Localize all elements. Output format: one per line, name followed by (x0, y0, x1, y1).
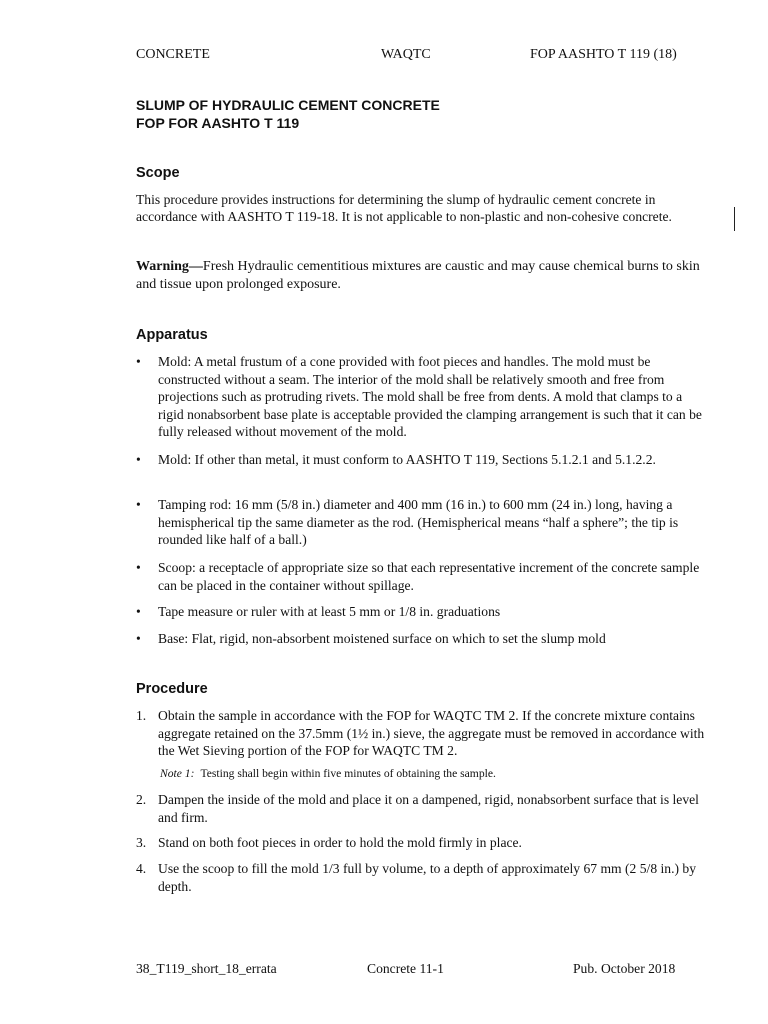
apparatus-item (136, 496, 706, 549)
step-text: Use the scoop to fill the mold 1/3 full by volume, to a depth of approximately 67 mm (2 5/8 in.) by depth. (158, 861, 697, 894)
footer-right: Pub. October 2018 (573, 961, 676, 976)
warning-paragraph (136, 258, 706, 294)
header-left: CONCRETE (136, 47, 210, 62)
apparatus-item (136, 451, 706, 469)
procedure-heading: Procedure (136, 681, 208, 697)
apparatus-item (136, 353, 706, 441)
document-title (136, 96, 440, 132)
procedure-step (136, 834, 706, 852)
warning-label: Warning— (136, 259, 203, 274)
bullet-icon: • (136, 354, 141, 369)
apparatus-item-text: Mold: A metal frustum of a cone provided with foot pieces and handles. The mold must be constructed without a seam. The interior of the mold shall be relatively smooth and free from projections such as protruding rivets. The mold shall be free from dents. A mold that clamps to a rigid nonabsorbent base plate is acceptable provided the clamping arrangement is such that it can be fully released without movement of the mold. (158, 354, 702, 440)
footer-page: Concrete 11-1 (367, 961, 444, 976)
apparatus-heading: Apparatus (136, 327, 208, 343)
bullet-icon: • (136, 560, 141, 575)
procedure-note (160, 767, 496, 780)
apparatus-item-text: Mold: If other than metal, it must conform to AASHTO T 119, Sections 5.1.2.1 and 5.1.2.2. (158, 452, 656, 467)
apparatus-item (136, 630, 706, 648)
scope-text: This procedure provides instructions for determining the slump of hydraulic cement concrete in accordance with AASHTO T 119-18. It is not applicable to non-plastic and non-cohesive concrete. (136, 192, 672, 225)
note-text: Testing shall begin within five minutes of obtaining the sample. (200, 767, 496, 780)
procedure-step (136, 791, 706, 826)
bullet-icon: • (136, 631, 141, 646)
bullet-icon: • (136, 604, 141, 619)
step-number: 4. (136, 861, 147, 876)
apparatus-item-text: Base: Flat, rigid, non-absorbent moistened surface on which to set the slump mold (158, 631, 606, 646)
apparatus-item (136, 603, 706, 621)
procedure-step (136, 860, 706, 895)
step-number: 1. (136, 708, 147, 723)
step-text: Obtain the sample in accordance with the FOP for WAQTC TM 2. If the concrete mixture contains aggregate retained on the 37.5mm (1½ in.) sieve, the aggregate must be removed in accordance with the Wet Sieving portion of the FOP for WAQTC TM 2. (158, 708, 705, 759)
bullet-icon: • (136, 452, 141, 467)
step-text: Stand on both foot pieces in order to hold the mold firmly in place. (158, 835, 522, 850)
footer-left: 38_T119_short_18_errata (136, 961, 277, 976)
warning-text: Fresh Hydraulic cementitious mixtures are caustic and may cause chemical burns to skin and tissue upon prolonged exposure. (136, 259, 700, 292)
note-label: Note 1: (160, 767, 195, 780)
header-right: FOP AASHTO T 119 (18) (530, 47, 677, 62)
header-center: WAQTC (381, 47, 431, 62)
step-number: 2. (136, 792, 147, 807)
title-line-2: FOP FOR AASHTO T 119 (136, 115, 300, 131)
step-number: 3. (136, 835, 147, 850)
apparatus-item-text: Tape measure or ruler with at least 5 mm or 1/8 in. graduations (158, 604, 501, 619)
bullet-icon: • (136, 497, 141, 512)
step-text: Dampen the inside of the mold and place it on a dampened, rigid, nonabsorbent surface that is level and firm. (158, 792, 699, 825)
apparatus-item-text: Scoop: a receptacle of appropriate size so that each representative increment of the concrete sample can be placed in the container without spillage. (158, 560, 700, 593)
procedure-step (136, 707, 706, 760)
title-line-1: SLUMP OF HYDRAULIC CEMENT CONCRETE (136, 97, 440, 113)
scope-heading: Scope (136, 165, 180, 181)
apparatus-item (136, 559, 706, 594)
apparatus-item-text: Tamping rod: 16 mm (5/8 in.) diameter and 400 mm (16 in.) to 600 mm (24 in.) long, having a hemispherical tip the same diameter as the rod. (Hemispherical means “half a sphere”; the tip is rounded like half of a ball.) (158, 497, 679, 548)
text-cursor (734, 207, 735, 231)
